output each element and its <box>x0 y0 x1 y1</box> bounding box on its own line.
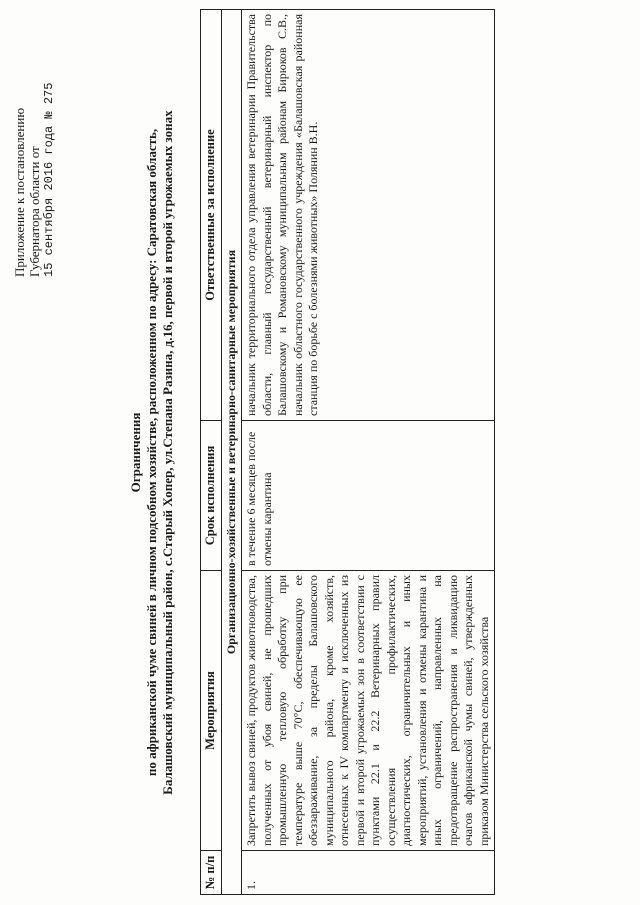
appendix-line-3: 15 сентября 2016 года № 275 <box>42 82 56 277</box>
title-line-2: по африканской чуме свиней в личном подсобном хозяйстве, расположенном по адресу: Саратовская область, <box>144 128 159 777</box>
section-row <box>221 10 242 895</box>
section-title: Организационно-хозяйственные и ветеринарно-санитарные мероприятия <box>221 10 242 895</box>
title-line-1: Ограничения <box>128 412 143 493</box>
row-measure: Запретить вывоз свиней, продуктов животноводства, полученных от убоя свиней, не прошедших промышленную тепловую обработку при температуре выше 70°С, обеспечивающую ее обеззараживание, за пределы Балашовского муниципального района, кроме хозяйств, отнесенных к IV компартменту и исключенных из первой и второй угрожаемых зон в соответствии с пунктами 22.1 и 22.2 Ветеринарных правил осуществления профилактических, диагностических, ограничительных и иных мероприятий, установления и отмены карантина и иных ограничений, направленных на предотвращение распространения и ликвидацию очагов африканской чумы свиней, утвержденных приказом Министерства сельского хозяйства <box>242 571 495 851</box>
appendix-line-2: Губернатора области от <box>27 146 42 277</box>
document-title <box>128 10 176 895</box>
table-row <box>242 10 495 895</box>
row-responsible: начальник территориального отдела управления ветеринарии Правительства области, главный государственный ветеринарный инспектор по Балашовскому и Романовскому муниципальным районам Бирюков С.В., начальник областного государственного учреждения «Балашовская районная станция по борьбе с болезнями животных» Полянин В.Н. <box>242 10 495 421</box>
title-line-3: Балашовский муниципальный район, с.Старый Хопер, ул.Степана Разина, д.16, первой и второй угрожаемых зонах <box>160 110 175 795</box>
appendix-note <box>12 17 57 277</box>
row-num: 1. <box>242 851 495 895</box>
appendix-line-1: Приложение к постановлению <box>12 107 27 277</box>
measures-table <box>200 9 495 895</box>
header-num: № п/п <box>201 851 222 895</box>
header-responsible: Ответственные за исполнение <box>201 10 222 421</box>
table-header-row <box>201 10 222 895</box>
header-term: Срок исполнения <box>201 421 222 571</box>
row-term: в течение 6 месяцев после отмены карантина <box>242 421 495 571</box>
header-measures: Мероприятия <box>201 571 222 851</box>
